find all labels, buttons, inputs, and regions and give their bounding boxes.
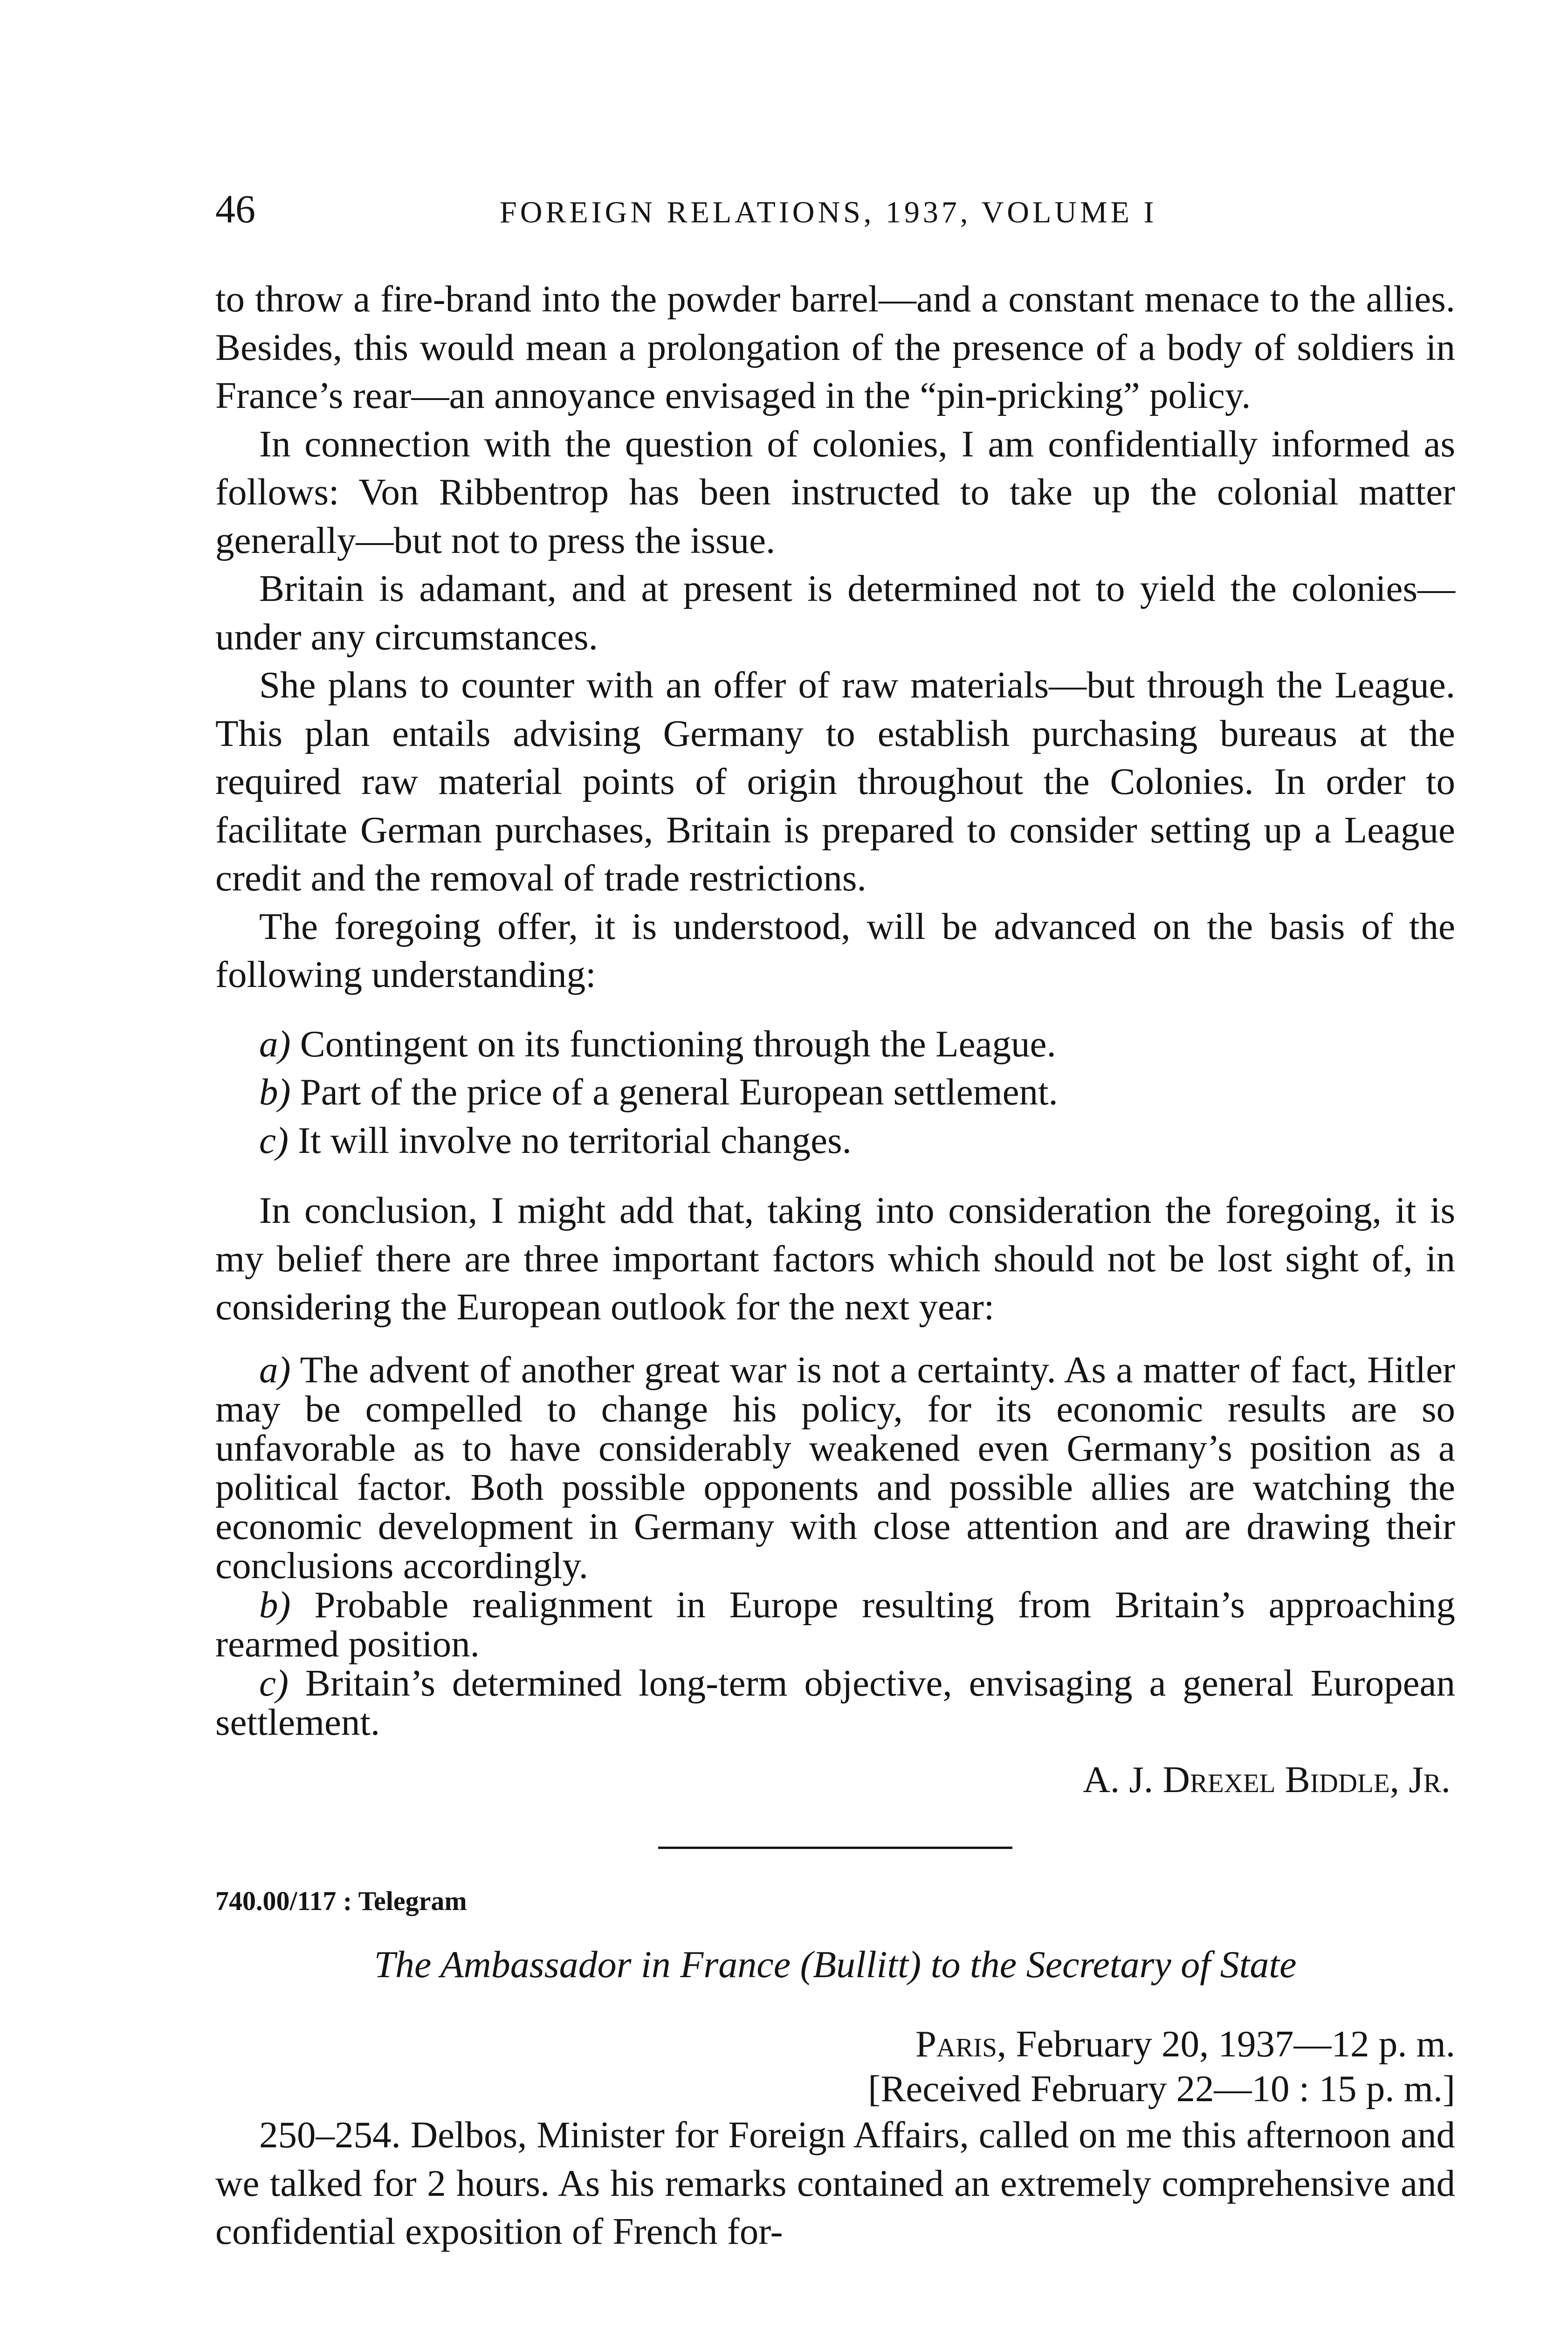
file-number: 740.00/117 : Telegram: [215, 1886, 467, 1916]
list-item: [215, 1585, 1455, 1663]
paragraph-britain: Britain is adamant, and at present is determined not to yield the colonies—under any circumstances.: [215, 567, 1455, 658]
item-label: c): [259, 1119, 289, 1161]
list-item: [215, 1117, 1455, 1165]
item-text: Probable realignment in Europe resulting from Britain’s approaching rearmed position.: [215, 1583, 1456, 1665]
item-label: b): [259, 1583, 291, 1626]
date-sent-line: [215, 2021, 1455, 2066]
factors-list: [215, 1350, 1455, 1742]
conditions-list: [215, 1020, 1455, 1165]
item-label: a): [259, 1348, 291, 1391]
item-text: Part of the price of a general European settlement.: [300, 1071, 1058, 1113]
item-text: The advent of another great war is not a certainty. As a matter of fact, Hitler may be compelled to change his policy, for its economic results are so unfavorable as to have considerably weakened even Germany’s position as a political factor. Both possible opponents and possible allies are watching the economic development in Germany with close attention and are drawing their conclusions accordingly.: [215, 1348, 1455, 1586]
item-label: b): [259, 1071, 291, 1113]
item-text: It will involve no territorial changes.: [298, 1119, 852, 1161]
paragraph-colonies: In connection with the question of colonies, I am confidentially informed as follows: Von Ribbentrop has been instructed to take up the colonial matter generally—but not to press the issue.: [215, 422, 1455, 561]
document-title: The Ambassador in France (Bullitt) to the Secretary of State: [374, 1943, 1297, 1986]
item-label: a): [259, 1022, 291, 1065]
item-text: Contingent on its functioning through the League.: [300, 1022, 1056, 1065]
item-label: c): [259, 1662, 289, 1704]
page-number: 46: [215, 186, 255, 231]
date-received: [Received February 22—10 : 15 p. m.]: [868, 2068, 1455, 2110]
paragraph-foregoing-offer: The foregoing offer, it is understood, will be advanced on the basis of the following understanding:: [215, 905, 1455, 995]
list-item: [215, 1663, 1455, 1742]
running-head: FOREIGN RELATIONS, 1937, VOLUME I: [500, 195, 1157, 229]
section-divider: [658, 1847, 1012, 1849]
list-item: [215, 1350, 1455, 1585]
list-item: [215, 1068, 1455, 1117]
signature: A. J. Drexel Biddle, Jr.: [1083, 1758, 1451, 1800]
paragraph-conclusion: In conclusion, I might add that, taking into consideration the foregoing, it is my belief there are three important factors which should not be lost sight of, in considering the European outlook for the next year:: [215, 1189, 1455, 1328]
dateline-place: Paris: [915, 2023, 997, 2065]
list-item: [215, 1020, 1455, 1069]
page-header: [215, 186, 1455, 237]
page-body: [215, 275, 1455, 2256]
paragraph-counter-offer: She plans to counter with an offer of raw materials—but through the League. This plan entails advising Germany to establish purchasing bureaus at the required raw material points of origin throughout the Colonies. In order to facilitate German purchases, Britain is prepared to consider setting up a League credit and the removal of trade restrictions.: [215, 664, 1455, 899]
item-text: Britain’s determined long-term objective, envisaging a general European settlement.: [215, 1662, 1455, 1743]
telegram-text: 250–254. Delbos, Minister for Foreign Affairs, called on me this afternoon and we talked for 2 hours. As his remarks contained an extremely comprehensive and confidential exposition of French for-: [215, 2114, 1455, 2252]
paragraph-continuation: to throw a fire-brand into the powder barrel—and a constant menace to the allies. Besides, this would mean a prolongation of the presence of a body of soldiers in France’s rear—an annoyance envisaged in the “pin-pricking” policy.: [215, 278, 1455, 416]
dateline: [215, 2021, 1455, 2111]
date-sent: , February 20, 1937—12 p. m.: [997, 2023, 1455, 2065]
